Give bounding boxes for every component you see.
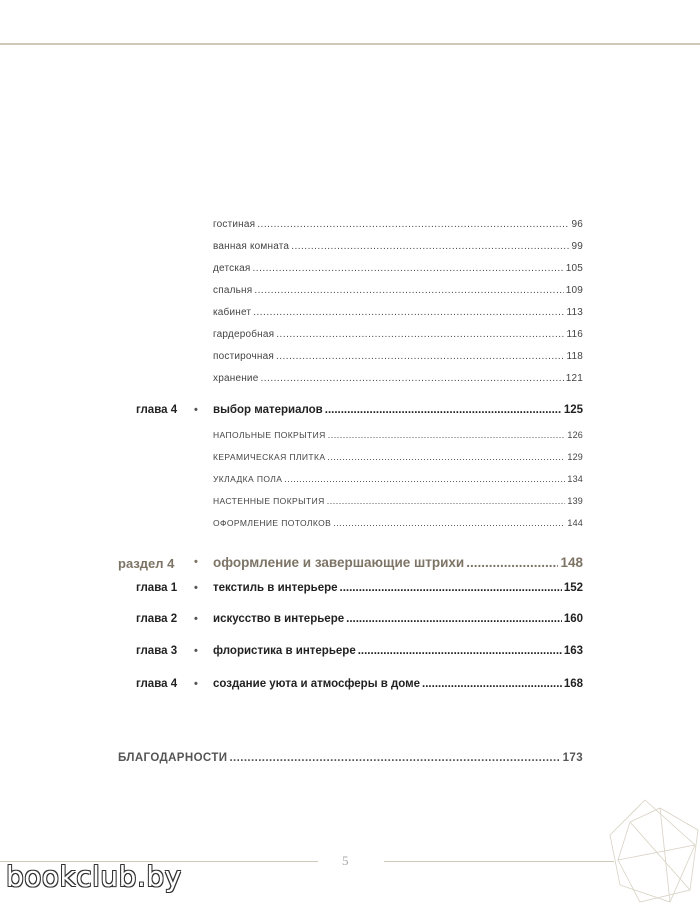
toc-entry[interactable] xyxy=(213,241,583,252)
leader-dots xyxy=(328,430,566,440)
toc-entry[interactable] xyxy=(213,307,583,318)
bullet: • xyxy=(194,582,198,594)
bullet: • xyxy=(194,404,198,416)
bullet: • xyxy=(194,556,198,568)
leader-dots xyxy=(257,219,569,230)
toc-entry[interactable] xyxy=(213,263,583,274)
toc-entry-label: УКЛАДКА ПОЛА xyxy=(213,474,283,484)
toc-entry-page: 121 xyxy=(565,373,583,384)
leader-dots xyxy=(466,555,558,570)
toc-entry-page: 105 xyxy=(565,263,583,274)
toc-chapter[interactable] xyxy=(213,645,583,657)
section-page: 148 xyxy=(560,555,583,570)
toc-entry-label: НАПОЛЬНЫЕ ПОКРЫТИЯ xyxy=(213,430,326,440)
toc-entry-label: постирочная xyxy=(213,351,274,362)
toc-entry[interactable] xyxy=(213,351,583,362)
toc-entry-page: 126 xyxy=(567,430,583,440)
toc-entry-page: 129 xyxy=(567,452,583,462)
leader-dots xyxy=(260,373,563,384)
chapter-number: глава 3 xyxy=(136,645,178,657)
toc-entry[interactable] xyxy=(213,373,583,384)
toc-entry-label: детская xyxy=(213,263,251,274)
leader-dots xyxy=(291,241,569,252)
leader-dots xyxy=(358,645,562,657)
leader-dots xyxy=(325,404,562,416)
geometric-ornament-icon xyxy=(600,790,700,906)
chapter-title: текстиль в интерьере xyxy=(213,582,338,594)
leader-dots xyxy=(253,263,564,274)
chapter-page: 152 xyxy=(563,582,583,594)
toc-entry-page: 134 xyxy=(567,474,583,484)
chapter-page: 160 xyxy=(563,613,583,625)
chapter-page: 168 xyxy=(563,678,583,690)
toc-chapter[interactable] xyxy=(213,404,583,416)
section-number: раздел 4 xyxy=(118,556,175,571)
toc-entry-page: 139 xyxy=(567,496,583,506)
toc-entry-page: 118 xyxy=(566,351,583,362)
toc-entry-page: 99 xyxy=(571,241,583,252)
chapter-title: искусство в интерьере xyxy=(213,613,345,625)
acknowledgements-label: БЛАГОДАРНОСТИ xyxy=(118,752,228,764)
toc-entry[interactable] xyxy=(213,452,583,462)
leader-dots xyxy=(253,307,564,318)
toc-entry[interactable] xyxy=(213,496,583,506)
toc-section[interactable] xyxy=(213,555,583,570)
leader-dots xyxy=(340,582,562,594)
chapter-number: глава 4 xyxy=(136,678,178,690)
toc-entry-label: КЕРАМИЧЕСКАЯ ПЛИТКА xyxy=(213,452,326,462)
chapter-title: флористика в интерьере xyxy=(213,645,356,657)
chapter-title: выбор материалов xyxy=(213,404,323,416)
toc-entry-page: 109 xyxy=(565,285,583,296)
chapter-title: создание уюта и атмосферы в доме xyxy=(213,678,421,690)
toc-entry[interactable] xyxy=(213,430,583,440)
toc-entry[interactable] xyxy=(213,219,583,230)
toc-entry-page: 113 xyxy=(566,307,583,318)
toc-entry[interactable] xyxy=(213,285,583,296)
top-rule xyxy=(0,43,700,45)
toc-entry-label: ванная комната xyxy=(213,241,290,252)
watermark: bookclub.by xyxy=(6,860,182,893)
leader-dots xyxy=(346,613,562,625)
chapter-number: глава 4 xyxy=(136,404,178,416)
acknowledgements-page: 173 xyxy=(562,752,583,764)
toc-entry[interactable] xyxy=(213,518,583,528)
bullet: • xyxy=(194,645,198,657)
footer-rule-right xyxy=(384,861,614,862)
chapter-page: 163 xyxy=(563,645,583,657)
toc-entry-label: гостиная xyxy=(213,219,256,230)
leader-dots xyxy=(254,285,563,296)
bullet: • xyxy=(194,678,198,690)
section-title: оформление и завершающие штрихи xyxy=(213,555,465,570)
chapter-number: глава 2 xyxy=(136,613,178,625)
toc-entry-page: 96 xyxy=(571,219,583,230)
bullet: • xyxy=(194,613,198,625)
leader-dots xyxy=(284,474,565,484)
leader-dots xyxy=(327,452,565,462)
leader-dots xyxy=(327,496,566,506)
toc-entry-label: НАСТЕННЫЕ ПОКРЫТИЯ xyxy=(213,496,325,506)
toc-entry-page: 116 xyxy=(566,329,583,340)
toc-chapter[interactable] xyxy=(213,613,583,625)
chapter-number: глава 1 xyxy=(136,582,178,594)
toc-entry[interactable] xyxy=(213,474,583,484)
toc-entry-label: кабинет xyxy=(213,307,252,318)
leader-dots xyxy=(229,752,560,764)
toc-entry-label: ОФОРМЛЕНИЕ ПОТОЛКОВ xyxy=(213,518,332,528)
page-number: 5 xyxy=(342,853,349,868)
leader-dots xyxy=(276,351,564,362)
toc-entry-label: спальня xyxy=(213,285,253,296)
toc-entry-page: 144 xyxy=(567,518,583,528)
toc-chapter[interactable] xyxy=(213,678,583,690)
toc-entry[interactable] xyxy=(213,329,583,340)
toc-chapter[interactable] xyxy=(213,582,583,594)
toc-entry-label: хранение xyxy=(213,373,259,384)
leader-dots xyxy=(276,329,564,340)
leader-dots xyxy=(333,518,565,528)
toc-acknowledgements[interactable] xyxy=(118,752,583,764)
leader-dots xyxy=(422,678,562,690)
chapter-page: 125 xyxy=(563,404,583,416)
toc-entry-label: гардеробная xyxy=(213,329,275,340)
